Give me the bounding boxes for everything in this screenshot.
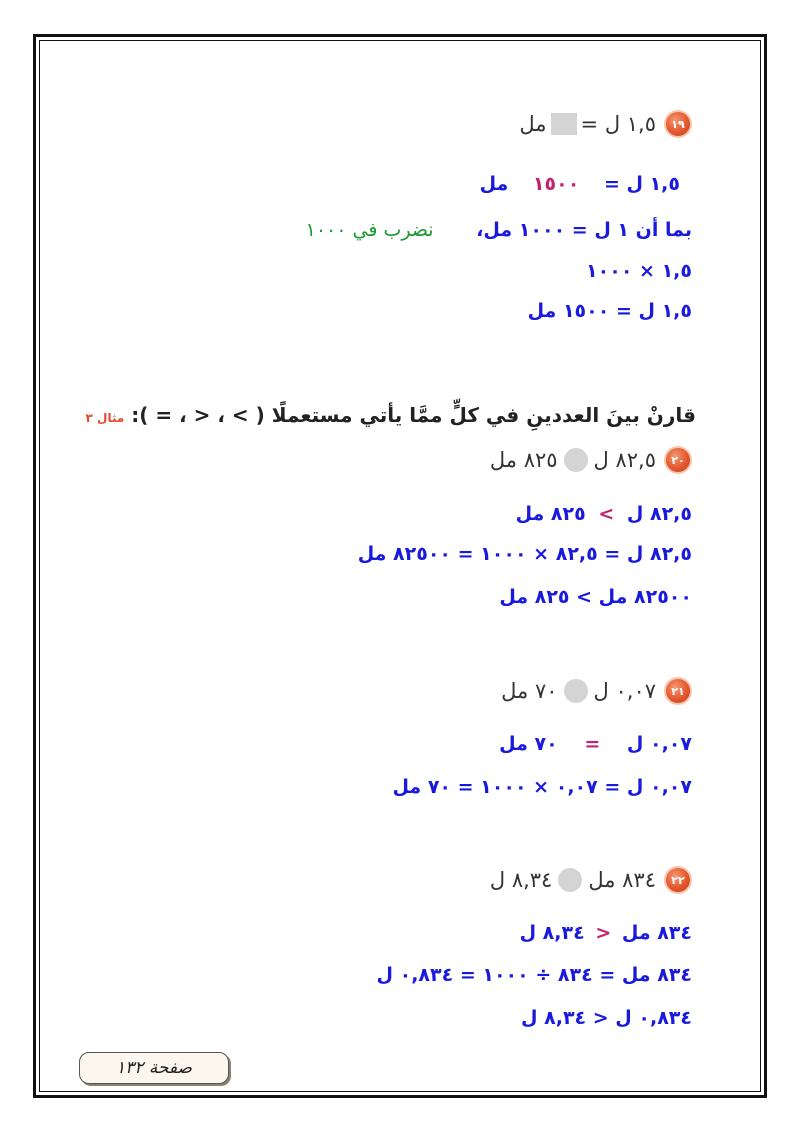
instruction-heading: قارنْ بينَ العددينِ في كلٍّ ممَّا يأتي مستعملًا ( > ، < ، = ): مثال ٣ — [85, 403, 696, 427]
q21-solution-line-1: ٠,٠٧ ل = ٧٠ مل — [499, 733, 692, 755]
question-19 — [519, 110, 692, 138]
compare-blank-circle — [564, 679, 588, 703]
compare-blank-circle — [564, 448, 588, 472]
compare-blank-circle — [558, 868, 582, 892]
q19-answer-value: ١٥٠٠ — [532, 173, 580, 195]
q19-solution-line-1: ١,٥ ل = ١٥٠٠ مل — [479, 173, 680, 195]
q19-solution-line-2: بما أن ١ ل = ١٠٠٠ مل، نضرب في ١٠٠٠ — [305, 219, 692, 241]
q20-solution-line-2: ٨٢,٥ ل = ٨٢,٥ × ١٠٠٠ = ٨٢٥٠٠ مل — [357, 543, 692, 565]
q19-solution-line-4: ١,٥ ل = ١٥٠٠ مل — [527, 300, 692, 322]
q22-solution-line-3: ٠,٨٣٤ ل < ٨,٣٤ ل — [521, 1007, 692, 1029]
question-22: ٢٢ ٨٣٤ مل ٨,٣٤ ل — [490, 866, 692, 894]
q20-solution-line-1: ٨٢,٥ ل > ٨٢٥ مل — [515, 503, 692, 525]
question-text-left: ١,٥ ل = — [580, 112, 656, 136]
q20-compare-sign: > — [598, 503, 615, 525]
q21-solution-line-2: ٠,٠٧ ل = ٠,٠٧ × ١٠٠٠ = ٧٠ مل — [392, 776, 692, 798]
page-number-badge: صفحة ١٣٢ — [79, 1052, 229, 1084]
question-number-badge: ١٩ — [664, 110, 692, 138]
question-number-badge: ٢١ — [664, 677, 692, 705]
question-20: ٢٠ ٨٢,٥ ل ٨٢٥ مل — [490, 446, 692, 474]
question-number-badge: ٢٠ — [664, 446, 692, 474]
q19-hint-note: نضرب في ١٠٠٠ — [305, 219, 434, 241]
q22-compare-sign: < — [595, 922, 612, 944]
q19-solution-line-3: ١,٥ × ١٠٠٠ — [586, 260, 692, 282]
example-reference: مثال ٣ — [85, 411, 125, 425]
q22-solution-line-2: ٨٣٤ مل = ٨٣٤ ÷ ١٠٠٠ = ٠,٨٣٤ ل — [376, 964, 692, 986]
q21-compare-sign: = — [584, 733, 601, 755]
question-21: ٢١ ٠,٠٧ ل ٧٠ مل — [501, 677, 692, 705]
question-number-badge: ٢٢ — [664, 866, 692, 894]
q22-solution-line-1: ٨٣٤ مل < ٨,٣٤ ل — [519, 922, 692, 944]
answer-blank-square — [551, 113, 577, 135]
question-unit: مل — [519, 112, 547, 136]
q20-solution-line-3: ٨٢٥٠٠ مل > ٨٢٥ مل — [499, 586, 692, 608]
